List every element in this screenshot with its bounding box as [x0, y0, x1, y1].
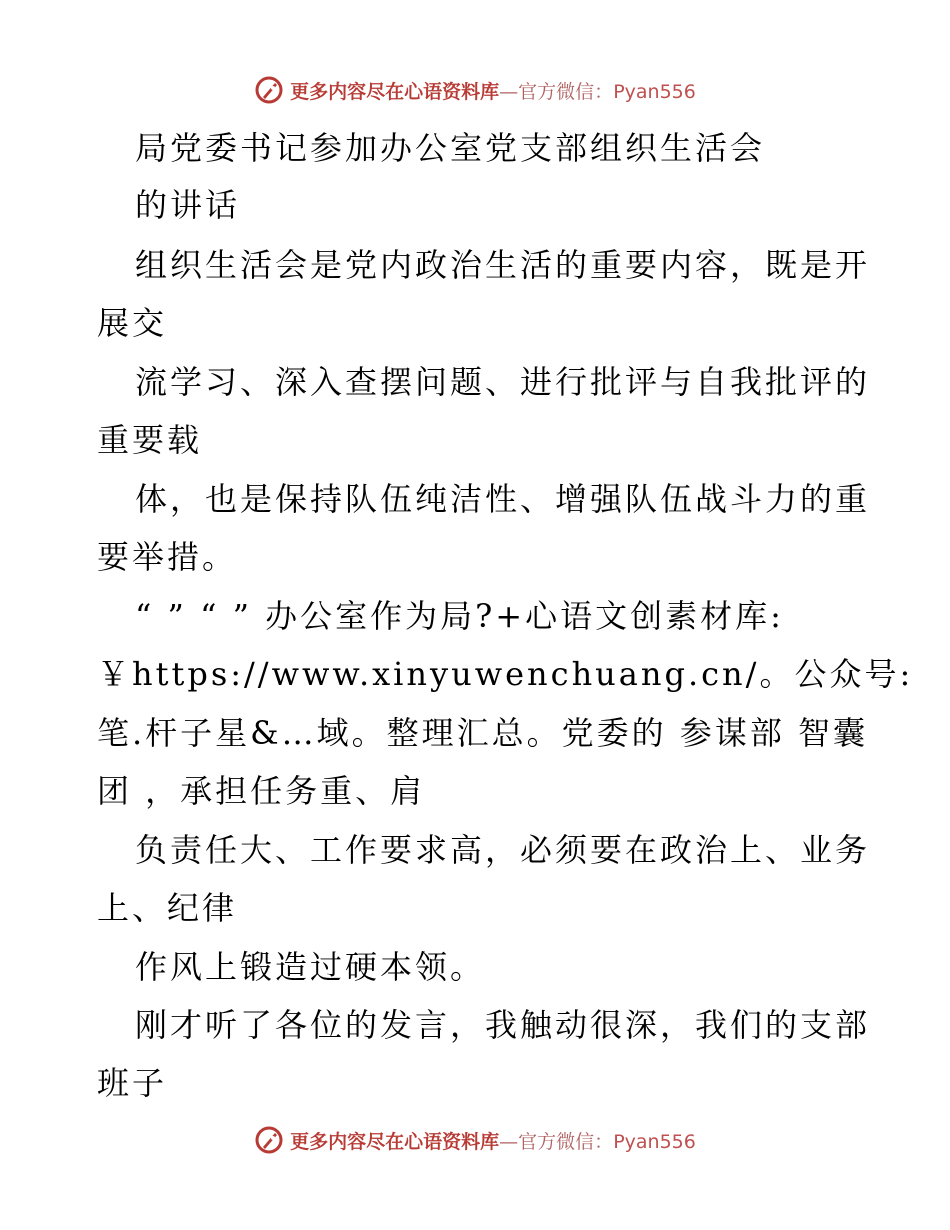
- doc-paragraph-line: 团 ，承担任务重、肩: [97, 772, 426, 810]
- doc-paragraph-line: 班子: [97, 1064, 168, 1102]
- doc-title-line-2: 的讲话: [135, 186, 241, 224]
- doc-paragraph-line: 重要载: [97, 421, 203, 459]
- doc-paragraph-line: 体，也是保持队伍纯洁性、增强队伍战斗力的重: [135, 480, 871, 518]
- doc-paragraph-line: 作风上锻造过硬本领。: [135, 948, 486, 986]
- footer-watermark-banner: [0, 1120, 950, 1160]
- banner-text: 更多内容尽在心语资料库—官方微信：Pyan556: [290, 80, 696, 103]
- doc-title-line-1: 局党委书记参加办公室党支部组织生活会: [135, 129, 766, 167]
- doc-paragraph-line: 负责任大、工作要求高，必须要在政治上、业务: [135, 831, 871, 869]
- doc-paragraph-line: 展交: [97, 304, 168, 342]
- pen-nib-circle-icon: [254, 1125, 284, 1155]
- doc-paragraph-line: 组织生活会是党内政治生活的重要内容，既是开: [135, 246, 871, 284]
- doc-paragraph-line: 笔.杆子星&…域。整理汇总。党委的 参谋部 智囊: [97, 714, 869, 752]
- doc-paragraph-line: 要举措。: [97, 538, 238, 576]
- pen-nib-circle-icon: [254, 75, 284, 105]
- header-watermark-banner: [0, 70, 950, 110]
- doc-paragraph-line: ￥https://www.xinyuwenchuang.cn/。公众号:: [97, 655, 914, 693]
- doc-paragraph-line: 上、纪律: [97, 889, 238, 927]
- doc-paragraph-line: “ ” “ ” 办公室作为局?+心语文创素材库:: [135, 597, 784, 635]
- banner-text: 更多内容尽在心语资料库—官方微信：Pyan556: [290, 1130, 696, 1153]
- doc-paragraph-line: 流学习、深入查摆问题、进行批评与自我批评的: [135, 363, 871, 401]
- doc-paragraph-line: 刚才听了各位的发言，我触动很深，我们的支部: [135, 1006, 871, 1044]
